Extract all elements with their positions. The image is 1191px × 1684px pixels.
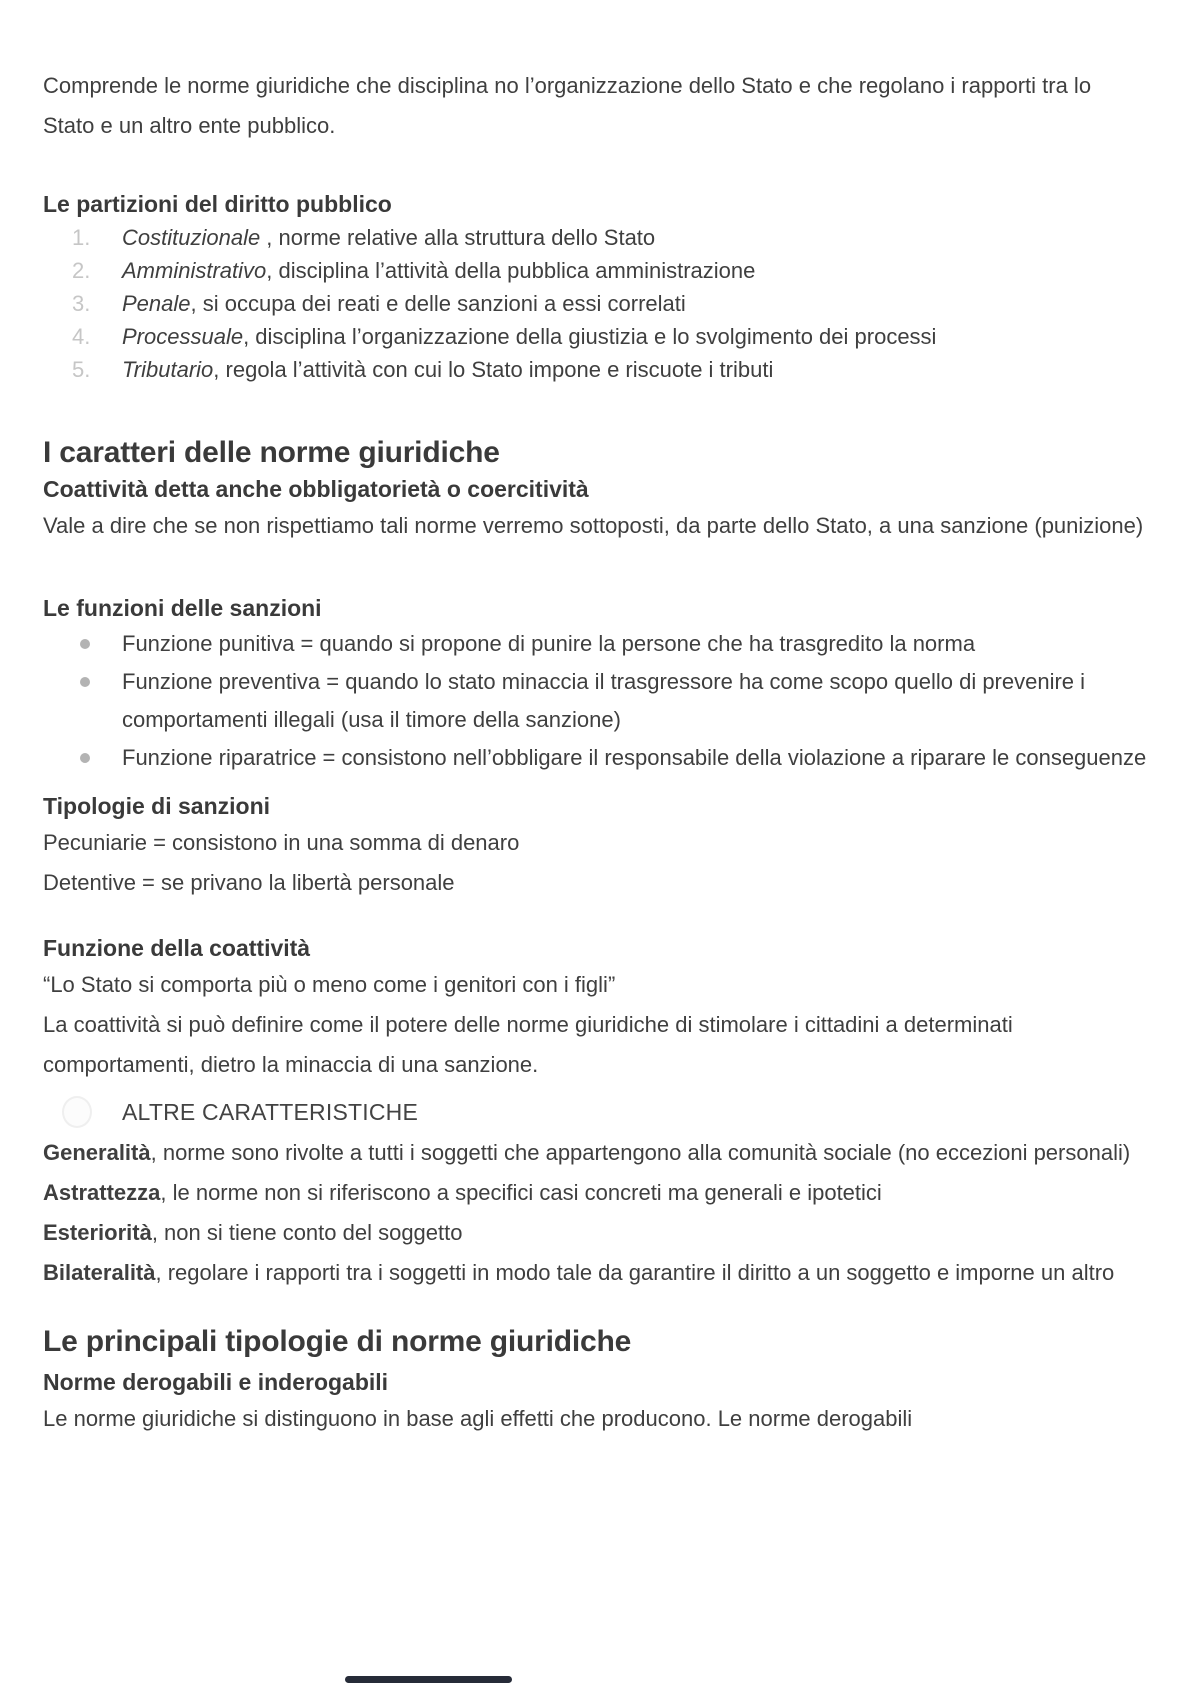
caratteristica-item: [43, 1133, 1148, 1173]
bullet-text: Funzione punitiva = quando si propone di punire la persone che ha trasgredito la norma: [122, 631, 976, 656]
heading-norme-derogabili: Norme derogabili e inderogabili: [43, 1369, 389, 1395]
caratteristica-rest: , non si tiene conto del soggetto: [151, 1220, 463, 1245]
heading-coattivita: Coattività detta anche obbligatorietà o coercitività: [43, 476, 589, 502]
heading-caratteri: I caratteri delle norme giuridiche: [43, 436, 500, 469]
altre-caratteristiche-list: [43, 1133, 1148, 1293]
list-item: [43, 221, 1148, 254]
heading-partizioni: Le partizioni del diritto pubblico: [43, 191, 392, 217]
list-item: [43, 320, 1148, 353]
heading-principali-tipologie: Le principali tipologie di norme giuridiche: [43, 1325, 632, 1358]
circle-checkbox-icon[interactable]: [62, 1096, 92, 1128]
list-number: 1.: [72, 225, 91, 250]
partizioni-list: [43, 221, 1148, 386]
list-term: Tributario: [122, 357, 214, 382]
list-item: [43, 353, 1148, 386]
list-item: [43, 287, 1148, 320]
list-number: 4.: [72, 324, 91, 349]
tipologie-line-detentive: Detentive = se privano la libertà personale: [43, 870, 455, 895]
altre-caratteristiche-label: ALTRE CARATTERISTICHE: [122, 1098, 418, 1125]
bullet-marker: [72, 663, 102, 739]
bullet-item: [43, 739, 1148, 777]
list-item-text: [122, 287, 686, 320]
coattivita-paragraph: Vale a dire che se non rispettiamo tali norme verremo sottoposti, da parte dello Stato, a una sanzione (punizione): [43, 513, 1144, 538]
bullet-marker: [72, 739, 102, 777]
norme-derogabili-paragraph: Le norme giuridiche si distinguono in base agli effetti che producono. Le norme derogabili: [43, 1406, 913, 1431]
altre-caratteristiche-row: [43, 1091, 1148, 1133]
bullet-text: Funzione riparatrice = consistono nell’obbligare il responsabile della violazione a riparare le conseguenze: [122, 745, 1147, 770]
coattivita-quote: “Lo Stato si comporta più o meno come i genitori con i figli”: [43, 972, 616, 997]
list-term: Processuale: [122, 324, 244, 349]
funzioni-bullet-list: [43, 625, 1148, 777]
list-rest: , regola l’attività con cui lo Stato impone e riscuote i tributi: [213, 357, 774, 382]
heading-funzione-coattivita: Funzione della coattività: [43, 935, 311, 961]
caratteristica-term: Bilateralità: [43, 1260, 156, 1285]
caratteristica-item: [43, 1213, 1148, 1253]
caratteristica-rest: , le norme non si riferiscono a specifici casi concreti ma generali e ipotetici: [160, 1180, 882, 1205]
heading-funzioni-sanzioni: Le funzioni delle sanzioni: [43, 595, 322, 621]
caratteristica-rest: , regolare i rapporti tra i soggetti in modo tale da garantire il diritto a un soggetto e imporne un altro: [155, 1260, 1115, 1285]
bullet-icon: [80, 639, 90, 649]
list-item-text: [122, 221, 655, 254]
list-term: Penale: [122, 291, 191, 316]
list-number: 5.: [72, 357, 91, 382]
caratteristica-item: [43, 1173, 1148, 1213]
list-rest: , si occupa dei reati e delle sanzioni a essi correlati: [190, 291, 686, 316]
list-item-text: [122, 254, 755, 287]
bullet-text: Funzione preventiva = quando lo stato minaccia il trasgressore ha come scopo quello di prevenire i comportamenti illegali (usa il timore della sanzione): [122, 669, 1086, 732]
list-term: Costituzionale: [122, 225, 261, 250]
home-indicator-bar: [345, 1676, 512, 1683]
caratteristica-item: [43, 1253, 1148, 1293]
list-item: [43, 254, 1148, 287]
caratteristica-term: Astrattezza: [43, 1180, 161, 1205]
list-number: 3.: [72, 291, 91, 316]
bullet-icon: [80, 677, 90, 687]
bullet-icon: [80, 753, 90, 763]
heading-tipologie-sanzioni: Tipologie di sanzioni: [43, 793, 271, 819]
list-number: 2.: [72, 258, 91, 283]
caratteristica-rest: , norme sono rivolte a tutti i soggetti che appartengono alla comunità sociale (no eccezioni personali): [150, 1140, 1131, 1165]
list-rest: , norme relative alla struttura dello Stato: [260, 225, 656, 250]
caratteristica-term: Generalità: [43, 1140, 151, 1165]
list-rest: , disciplina l’organizzazione della giustizia e lo svolgimento dei processi: [243, 324, 937, 349]
list-item-text: [122, 320, 936, 353]
bullet-marker: [72, 625, 102, 663]
funzione-coattivita-paragraph: La coattività si può definire come il potere delle norme giuridiche di stimolare i cittadini a determinati comportamenti, dietro la minaccia di una sanzione.: [43, 1012, 1013, 1077]
list-term: Amministrativo: [122, 258, 267, 283]
list-item-text: [122, 353, 773, 386]
bullet-item: [43, 663, 1148, 739]
tipologie-line-pecuniarie: Pecuniarie = consistono in una somma di denaro: [43, 830, 520, 855]
caratteristica-term: Esteriorità: [43, 1220, 152, 1245]
bullet-item: [43, 625, 1148, 663]
intro-paragraph: Comprende le norme giuridiche che disciplina no l’organizzazione dello Stato e che regolano i rapporti tra lo Stato e un altro ente pubblico.: [43, 73, 1092, 138]
list-rest: , disciplina l’attività della pubblica amministrazione: [266, 258, 756, 283]
